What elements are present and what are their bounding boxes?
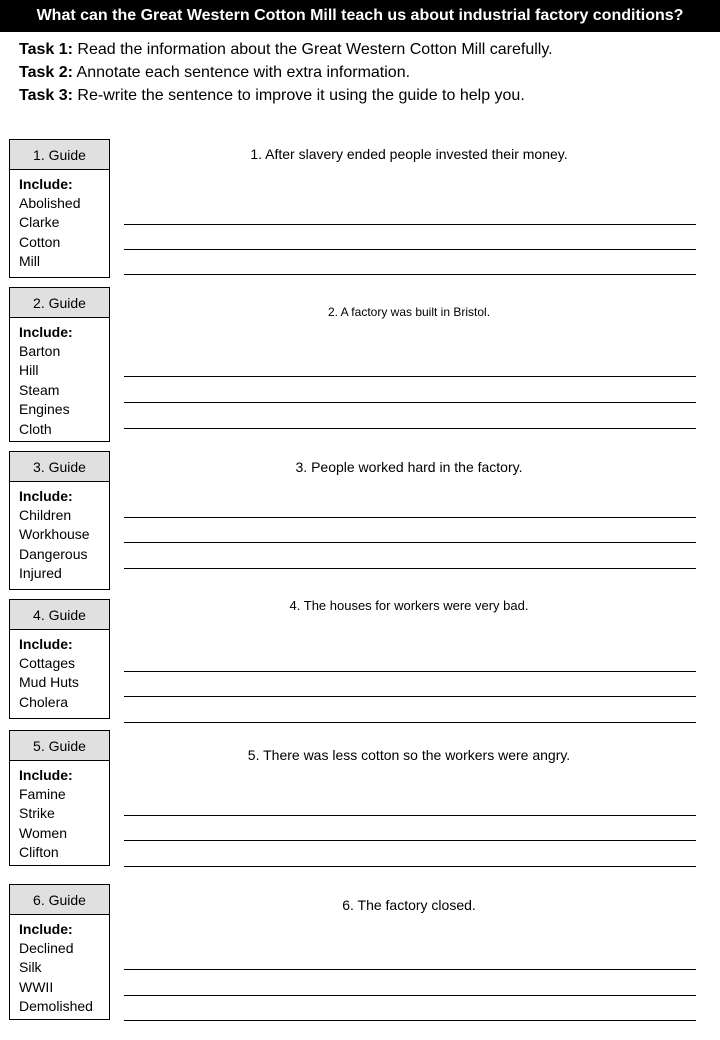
- guide-word: Children: [19, 507, 72, 523]
- sentence-4: 4. The houses for workers were very bad.: [289, 598, 529, 613]
- guide-title-5: 5. Guide: [10, 731, 109, 761]
- answer-line[interactable]: [124, 224, 696, 225]
- answer-line[interactable]: [124, 249, 696, 250]
- guide-word: Injured: [19, 565, 62, 582]
- guide-word: WWII: [19, 978, 54, 995]
- answer-line[interactable]: [124, 402, 696, 403]
- answer-line[interactable]: [124, 995, 696, 996]
- sentence-2: 2. A factory was built in Bristol.: [327, 305, 491, 319]
- guide-word: Declined: [19, 940, 74, 956]
- answer-line[interactable]: [124, 671, 696, 672]
- guide-word: Cottages: [19, 655, 76, 671]
- guide-word: Cloth: [19, 420, 52, 437]
- guide-word: Demolished: [19, 998, 93, 1015]
- guide-word-list-1: [10, 170, 109, 272]
- answer-line[interactable]: [124, 376, 696, 377]
- answer-line[interactable]: [124, 722, 696, 723]
- guide-word: Steam: [19, 381, 60, 398]
- guide-word: Mud Huts: [19, 674, 79, 691]
- task-list: [19, 38, 553, 107]
- task-3-label: Task 3:: [19, 87, 73, 104]
- guide-box-6: [9, 884, 110, 1020]
- guide-title-1: 1. Guide: [10, 140, 109, 170]
- guide-word-list-6: [10, 915, 109, 1017]
- task-2-text: Annotate each sentence with extra information.: [76, 64, 411, 81]
- answer-line[interactable]: [124, 696, 696, 697]
- guide-box-1: [9, 139, 110, 278]
- guide-title-4: 4. Guide: [10, 600, 109, 630]
- guide-word: Strike: [19, 805, 55, 822]
- guide-title-6: 6. Guide: [10, 885, 109, 915]
- sentence-3: 3. People worked hard in the factory.: [295, 459, 523, 475]
- include-label: Include:: [19, 636, 73, 652]
- guide-word: Abolished: [19, 195, 81, 211]
- include-label: Include:: [19, 176, 73, 192]
- answer-line[interactable]: [124, 428, 696, 429]
- include-label: Include:: [19, 921, 73, 937]
- guide-word: Dangerous: [19, 545, 88, 562]
- task-1-label: Task 1:: [19, 41, 73, 58]
- guide-box-4: [9, 599, 110, 719]
- guide-word: Workhouse: [19, 526, 90, 543]
- answer-line[interactable]: [124, 840, 696, 841]
- guide-word-list-5: [10, 761, 109, 863]
- guide-word-list-2: [10, 318, 109, 439]
- answer-line[interactable]: [124, 866, 696, 867]
- guide-title-2: 2. Guide: [10, 288, 109, 318]
- guide-word-list-4: [10, 630, 109, 712]
- answer-line[interactable]: [124, 969, 696, 970]
- guide-word: Famine: [19, 786, 66, 802]
- task-1: [19, 38, 553, 61]
- guide-word: Barton: [19, 343, 61, 359]
- sentence-1: 1. After slavery ended people invested their money.: [250, 146, 568, 162]
- answer-line[interactable]: [124, 274, 696, 275]
- include-label: Include:: [19, 767, 73, 783]
- guide-word: Cholera: [19, 693, 69, 710]
- task-3: [19, 84, 553, 107]
- task-3-text: Re-write the sentence to improve it using the guide to help you.: [77, 87, 525, 104]
- guide-word: Women: [19, 824, 67, 841]
- task-1-text: Read the information about the Great Western Cotton Mill carefully.: [77, 41, 553, 58]
- guide-word-list-3: [10, 482, 109, 584]
- guide-word: Clifton: [19, 844, 59, 861]
- answer-line[interactable]: [124, 542, 696, 543]
- include-label: Include:: [19, 488, 73, 504]
- answer-line[interactable]: [124, 1020, 696, 1021]
- guide-word: Engines: [19, 401, 70, 418]
- sentence-5: 5. There was less cotton so the workers were angry.: [247, 747, 571, 763]
- task-2-label: Task 2:: [19, 64, 73, 81]
- worksheet-title: What can the Great Western Cotton Mill teach us about industrial factory conditions?: [0, 0, 720, 32]
- guide-word: Silk: [19, 959, 42, 976]
- guide-word: Hill: [19, 362, 39, 379]
- include-label: Include:: [19, 324, 73, 340]
- guide-word: Mill: [19, 253, 40, 270]
- answer-line[interactable]: [124, 517, 696, 518]
- guide-title-3: 3. Guide: [10, 452, 109, 482]
- answer-line[interactable]: [124, 568, 696, 569]
- answer-line[interactable]: [124, 815, 696, 816]
- guide-box-3: [9, 451, 110, 590]
- guide-word: Clarke: [19, 214, 60, 231]
- guide-word: Cotton: [19, 233, 61, 250]
- sentence-6: 6. The factory closed.: [342, 897, 476, 913]
- guide-box-5: [9, 730, 110, 866]
- task-2: [19, 61, 553, 84]
- guide-box-2: [9, 287, 110, 442]
